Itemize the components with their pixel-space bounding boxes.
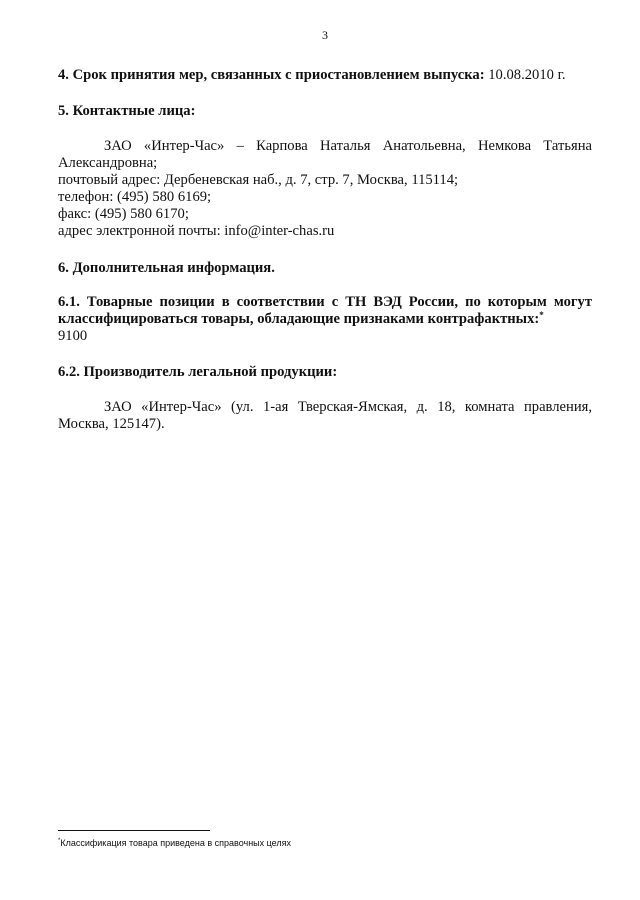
page-number: 3 bbox=[322, 28, 328, 42]
footnote bbox=[58, 838, 291, 849]
postal-address: почтовый адрес: Дербеневская наб., д. 7, стр. 7, Москва, 115114; bbox=[58, 172, 459, 188]
section-6-heading: 6. Дополнительная информация. bbox=[58, 260, 275, 276]
section-6-2-heading: 6.2. Производитель легальной продукции: bbox=[58, 364, 338, 380]
section-4 bbox=[58, 67, 592, 84]
tn-ved-code: 9100 bbox=[58, 328, 88, 344]
section-6-1-heading bbox=[58, 294, 592, 328]
section-5-heading: 5. Контактные лица: bbox=[58, 103, 196, 119]
footnote-divider bbox=[58, 830, 210, 831]
footnote-reference-mark: * bbox=[539, 310, 544, 320]
fax: факс: (495) 580 6170; bbox=[58, 206, 189, 222]
footnote-text: Классификация товара приведена в справочных целях bbox=[60, 838, 292, 848]
section-4-date: 10.08.2010 г. bbox=[484, 67, 566, 83]
legal-manufacturer: ЗАО «Интер-Час» (ул. 1-ая Тверская-Ямская, д. 18, комната правления, Москва, 125147). bbox=[58, 399, 592, 432]
email: адрес электронной почты: info@inter-chas.ru bbox=[58, 223, 335, 239]
footnote-mark: * bbox=[58, 838, 61, 844]
contact-persons: ЗАО «Интер-Час» – Карпова Наталья Анатольевна, Немкова Татьяна Александровна; bbox=[58, 138, 592, 171]
section-6-1-heading-text: 6.1. Товарные позиции в соответствии с ТН ВЭД России, по которым могут классифицироваться товары, обладающие признаками контрафактных: bbox=[58, 294, 592, 327]
section-4-heading: 4. Срок принятия мер, связанных с приостановлением выпуска: bbox=[58, 67, 485, 83]
phone: телефон: (495) 580 6169; bbox=[58, 189, 212, 205]
